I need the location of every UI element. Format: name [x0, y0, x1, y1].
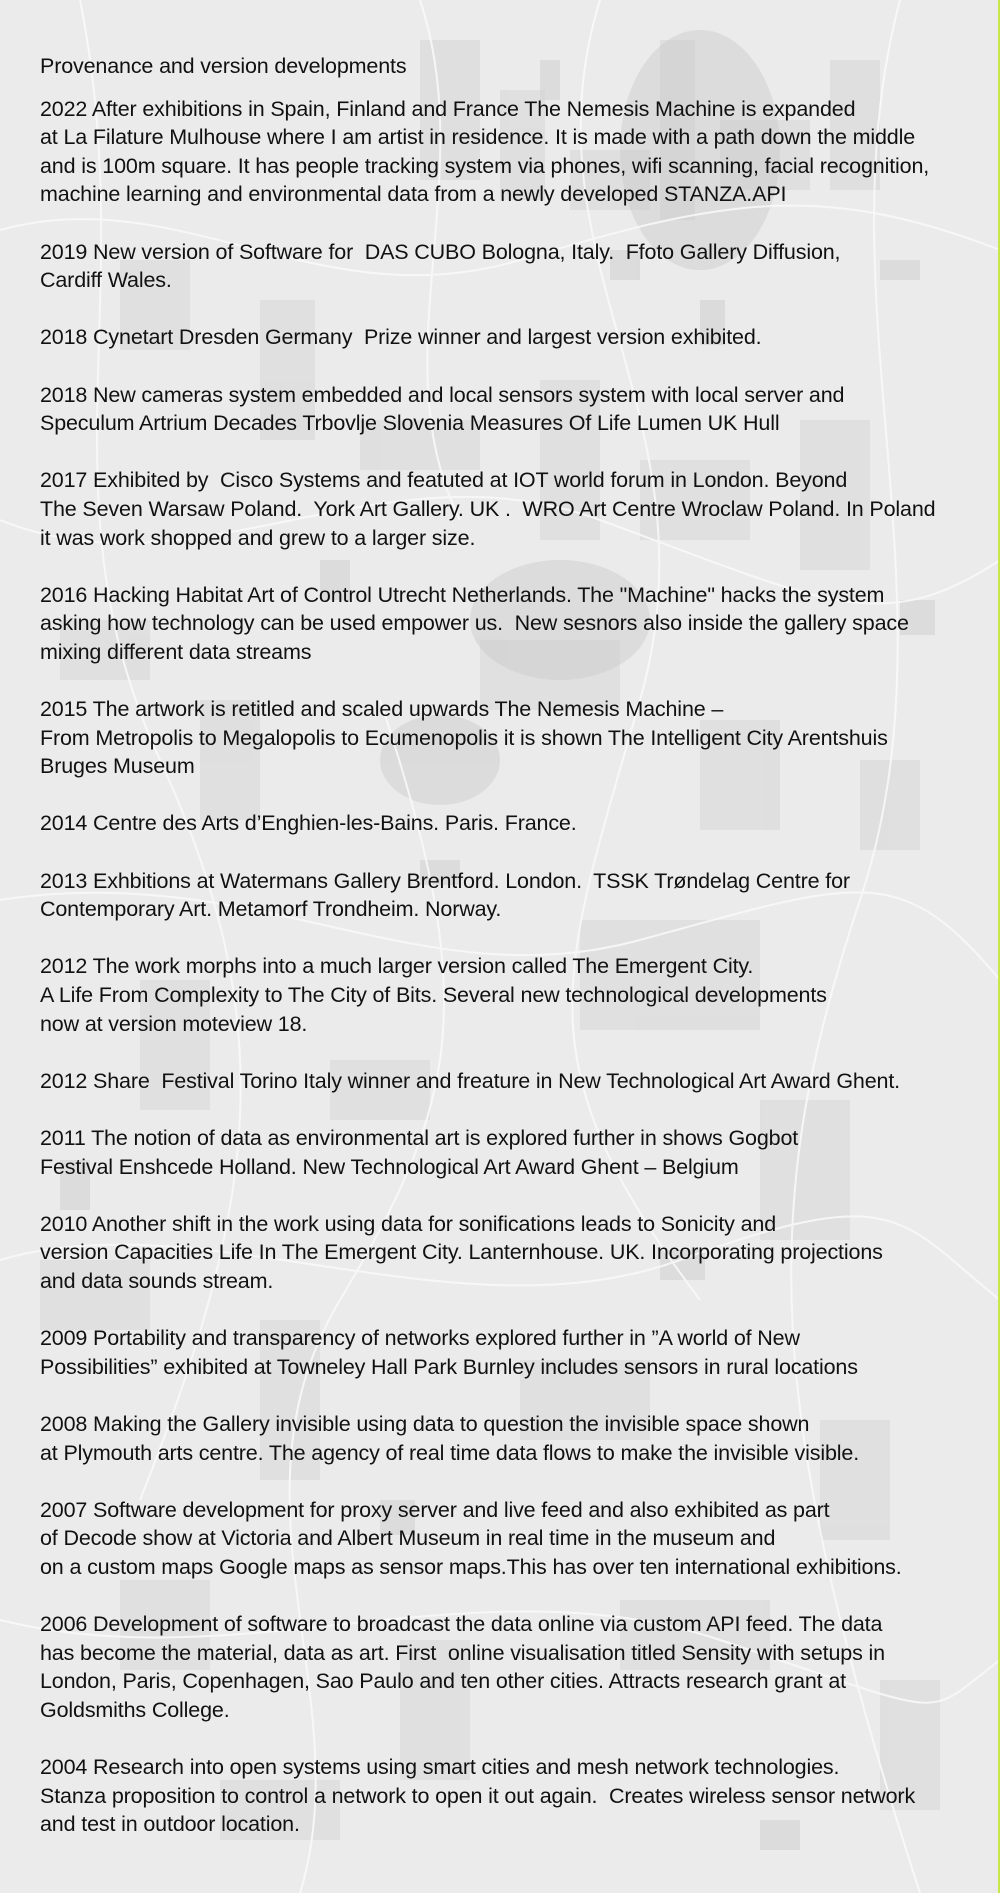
- provenance-entry: [40, 466, 985, 552]
- provenance-entry: [40, 1067, 985, 1096]
- provenance-entry: [40, 952, 985, 1038]
- entry-line: From Metropolis to Megalopolis to Ecumenopolis it is shown The Intelligent City Arentshuis: [40, 725, 888, 750]
- provenance-document: [40, 52, 985, 1867]
- entry-line: 2009 Portability and transparency of networks explored further in ”A world of New: [40, 1326, 800, 1351]
- provenance-entry: [40, 1410, 985, 1467]
- entry-line: Goldsmiths College.: [40, 1697, 230, 1722]
- entry-line: 2017 Exhibited by Cisco Systems and featuted at IOT world forum in London. Beyond: [40, 468, 848, 493]
- entry-line: 2011 The notion of data as environmental art is explored further in shows Gogbot: [40, 1125, 799, 1150]
- provenance-entries: [40, 95, 985, 1839]
- entry-line: 2019 New version of Software for DAS CUBO Bologna, Italy. Ffoto Gallery Diffusion,: [40, 239, 841, 264]
- entry-line: on a custom maps Google maps as sensor maps.This has over ten international exhibitions.: [40, 1554, 902, 1579]
- page-title: Provenance and version developments: [40, 54, 407, 78]
- entry-line: and data sounds stream.: [40, 1268, 274, 1293]
- provenance-entry: [40, 867, 985, 924]
- entry-line: London, Paris, Copenhagen, Sao Paulo and ten other cities. Attracts research grant at: [40, 1669, 846, 1694]
- provenance-entry: [40, 238, 985, 295]
- entry-line: 2007 Software development for proxy server and live feed and also exhibited as part: [40, 1497, 830, 1522]
- provenance-entry: [40, 323, 985, 352]
- entry-line: Possibilities” exhibited at Towneley Hall Park Burnley includes sensors in rural locations: [40, 1354, 858, 1379]
- entry-line: Contemporary Art. Metamorf Trondheim. Norway.: [40, 897, 502, 922]
- entry-line: 2010 Another shift in the work using data for sonifications leads to Sonicity and: [40, 1211, 777, 1236]
- entry-line: 2012 Share Festival Torino Italy winner and freature in New Technological Art Award Ghent.: [40, 1068, 900, 1093]
- entry-line: 2006 Development of software to broadcast the data online via custom API feed. The data: [40, 1612, 883, 1637]
- entry-line: Stanza proposition to control a network to open it out again. Creates wireless sensor network: [40, 1783, 916, 1808]
- entry-line: Speculum Artrium Decades Trbovlje Slovenia Measures Of Life Lumen UK Hull: [40, 411, 780, 436]
- entry-line: 2018 New cameras system embedded and local sensors system with local server and: [40, 382, 845, 407]
- entry-line: 2018 Cynetart Dresden Germany Prize winner and largest version exhibited.: [40, 325, 762, 350]
- entry-line: 2022 After exhibitions in Spain, Finland and France The Nemesis Machine is expanded: [40, 96, 856, 121]
- entry-line: 2016 Hacking Habitat Art of Control Utrecht Netherlands. The "Machine" hacks the system: [40, 582, 885, 607]
- entry-line: now at version moteview 18.: [40, 1011, 308, 1036]
- provenance-entry: [40, 581, 985, 667]
- entry-line: 2012 The work morphs into a much larger version called The Emergent City.: [40, 954, 754, 979]
- entry-line: it was work shopped and grew to a larger size.: [40, 525, 476, 550]
- entry-line: of Decode show at Victoria and Albert Museum in real time in the museum and: [40, 1526, 776, 1551]
- entry-line: The Seven Warsaw Poland. York Art Gallery. UK . WRO Art Centre Wroclaw Poland. In Poland: [40, 496, 936, 521]
- entry-line: and is 100m square. It has people tracking system via phones, wifi scanning, facial recognition,: [40, 153, 930, 178]
- provenance-entry: [40, 1324, 985, 1381]
- provenance-entry: [40, 1124, 985, 1181]
- provenance-entry: [40, 1210, 985, 1296]
- entry-line: 2014 Centre des Arts d’Enghien-les-Bains. Paris. France.: [40, 811, 577, 836]
- entry-line: A Life From Complexity to The City of Bits. Several new technological developments: [40, 983, 827, 1007]
- entry-line: Bruges Museum: [40, 754, 195, 779]
- entry-line: mixing different data streams: [40, 639, 312, 664]
- provenance-entry: [40, 1610, 985, 1724]
- entry-line: 2008 Making the Gallery invisible using data to question the invisible space shown: [40, 1411, 810, 1436]
- provenance-entry: [40, 381, 985, 438]
- entry-line: Cardiff Wales.: [40, 268, 172, 293]
- entry-line: has become the material, data as art. First online visualisation titled Sensity with setups in: [40, 1640, 885, 1665]
- entry-line: 2013 Exhbitions at Watermans Gallery Brentford. London. TSSK Trøndelag Centre for: [40, 868, 850, 893]
- entry-line: Festival Enshcede Holland. New Technological Art Award Ghent – Belgium: [40, 1154, 739, 1179]
- provenance-entry: [40, 695, 985, 781]
- entry-line: asking how technology can be used empower us. New sesnors also inside the gallery space: [40, 611, 909, 636]
- provenance-entry: [40, 1753, 985, 1839]
- entry-line: 2004 Research into open systems using smart cities and mesh network technologies.: [40, 1755, 840, 1780]
- entry-line: machine learning and environmental data from a newly developed STANZA.API: [40, 182, 787, 207]
- provenance-entry: [40, 1496, 985, 1582]
- entry-line: version Capacities Life In The Emergent City. Lanternhouse. UK. Incorporating projections: [40, 1240, 883, 1265]
- entry-line: at Plymouth arts centre. The agency of real time data flows to make the invisible visible.: [40, 1440, 860, 1465]
- entry-line: at La Filature Mulhouse where I am artist in residence. It is made with a path down the middle: [40, 125, 916, 150]
- entry-line: and test in outdoor location.: [40, 1812, 300, 1837]
- provenance-entry: [40, 95, 985, 209]
- entry-line: 2015 The artwork is retitled and scaled upwards The Nemesis Machine –: [40, 697, 724, 722]
- provenance-entry: [40, 809, 985, 838]
